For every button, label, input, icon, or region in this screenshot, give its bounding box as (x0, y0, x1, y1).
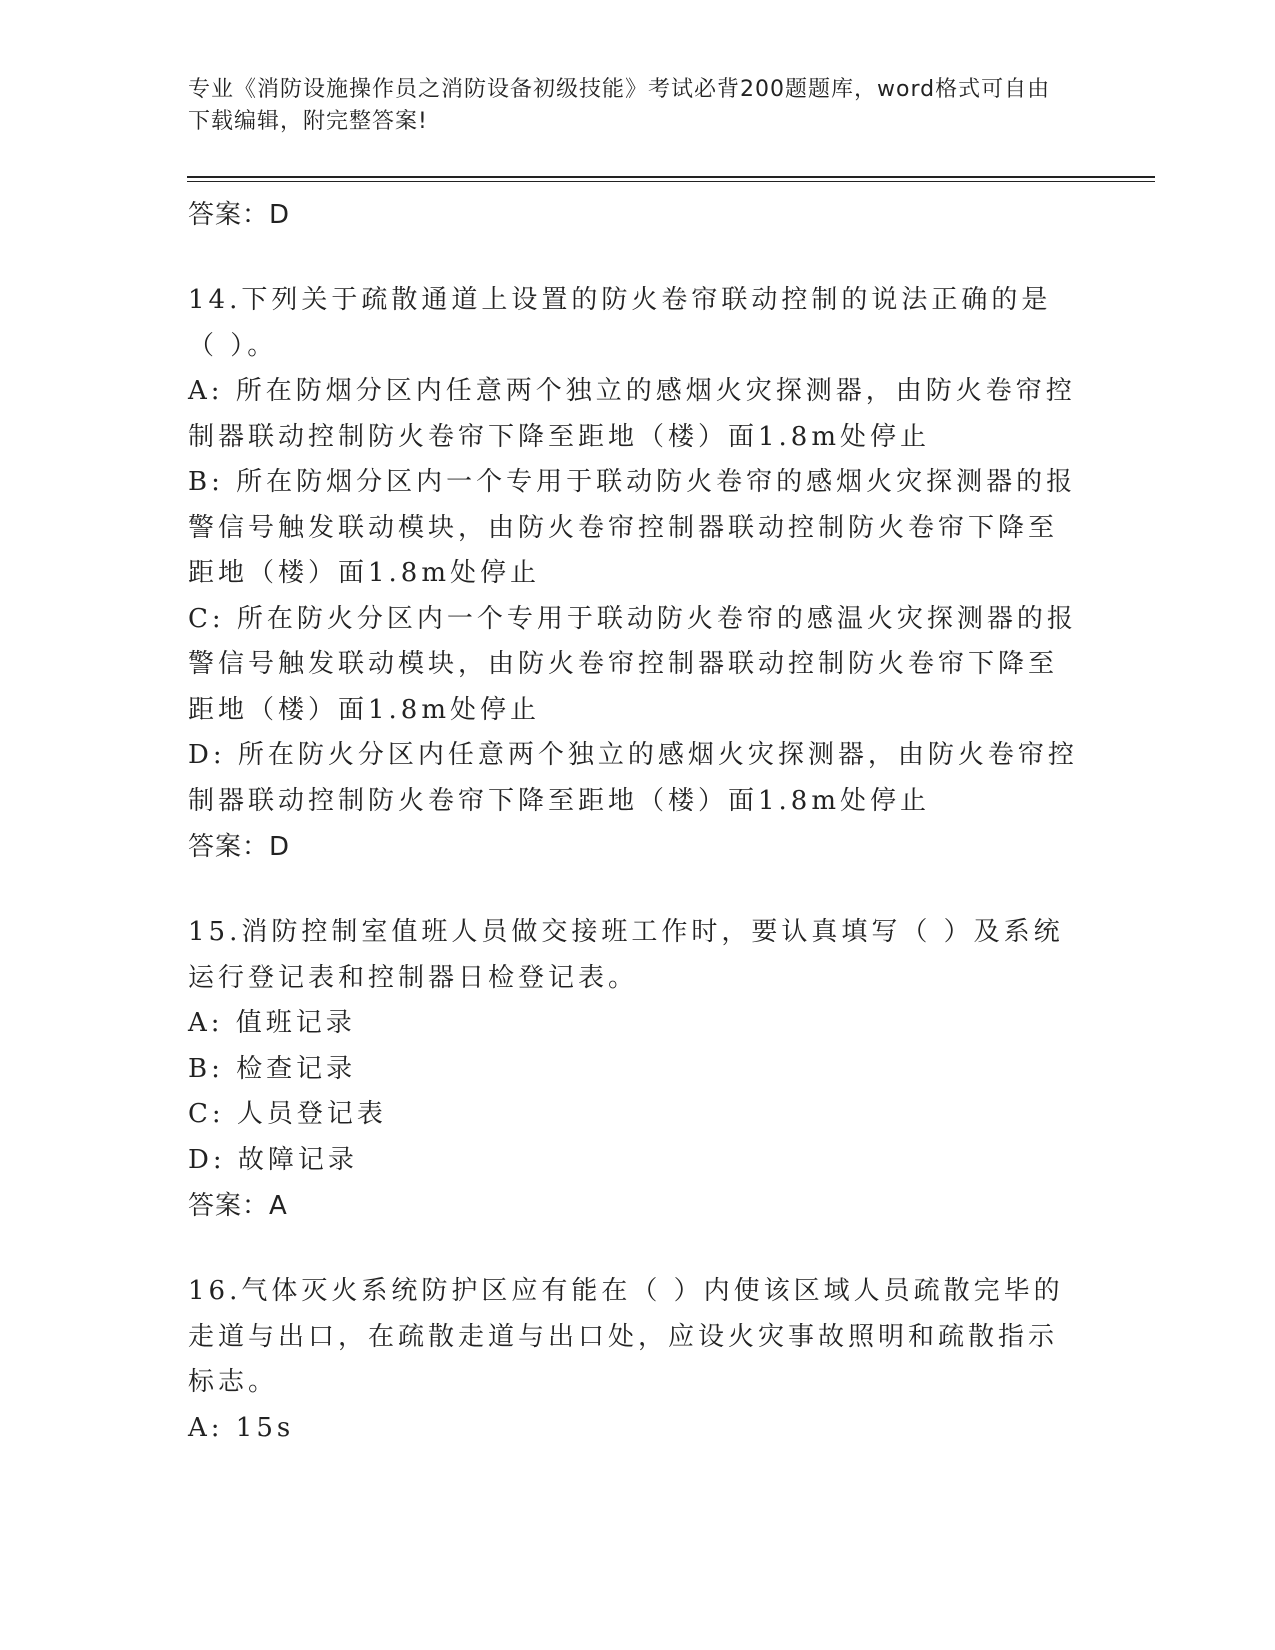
question-text: 14.下列关于疏散通道上设置的防火卷帘联动控制的说法正确的是（ ）。 (188, 285, 1052, 361)
document-body (188, 188, 1078, 1451)
option-a: A: 15s (188, 1412, 295, 1443)
option-b: B: 检查记录 (188, 1053, 357, 1084)
option-c: C: 所在防火分区内一个专用于联动防火卷帘的感温火灾探测器的报警信号触发联动模块，由防火卷帘控制器联动控制防火卷帘下降至距地（楼）面1.8m处停止 (188, 603, 1077, 725)
option-d: D: 故障记录 (188, 1144, 358, 1175)
question-16 (188, 1269, 1078, 1451)
answer: 答案：D (188, 832, 291, 862)
option-a: A: 值班记录 (188, 1008, 356, 1038)
header-divider-thin (187, 181, 1155, 182)
question-14 (188, 278, 1078, 870)
document-header (188, 74, 1068, 138)
option-d: D: 所在防火分区内任意两个独立的感烟火灾探测器，由防火卷帘控制器联动控制防火卷帘下降至距地（楼）面1.8m处停止 (188, 740, 1078, 816)
question-text: 15.消防控制室值班人员做交接班工作时，要认真填写（ ）及系统运行登记表和控制器日检登记表。 (188, 917, 1064, 993)
option-a: A: 所在防烟分区内任意两个独立的感烟火灾探测器，由防火卷帘控制器联动控制防火卷帘下降至距地（楼）面1.8m处停止 (188, 376, 1076, 452)
answer: 答案：A (188, 1191, 288, 1221)
option-c: C: 人员登记表 (188, 1099, 387, 1129)
option-b: B: 所在防烟分区内一个专用于联动防火卷帘的感烟火灾探测器的报警信号触发联动模块，由防火卷帘控制器联动控制防火卷帘下降至距地（楼）面1.8m处停止 (188, 467, 1077, 588)
previous-answer: 答案：D (188, 200, 291, 230)
question-15 (188, 910, 1078, 1229)
question-text: 16.气体灭火系统防护区应有能在（ ）内使该区域人员疏散完毕的走道与出口，在疏散走道与出口处，应设火灾事故照明和疏散指示标志。 (188, 1276, 1064, 1397)
header-description: 专业《消防设施操作员之消防设备初级技能》考试必背200题题库，word格式可自由下载编辑，附完整答案! (188, 77, 1051, 134)
header-divider-thick (187, 176, 1155, 178)
